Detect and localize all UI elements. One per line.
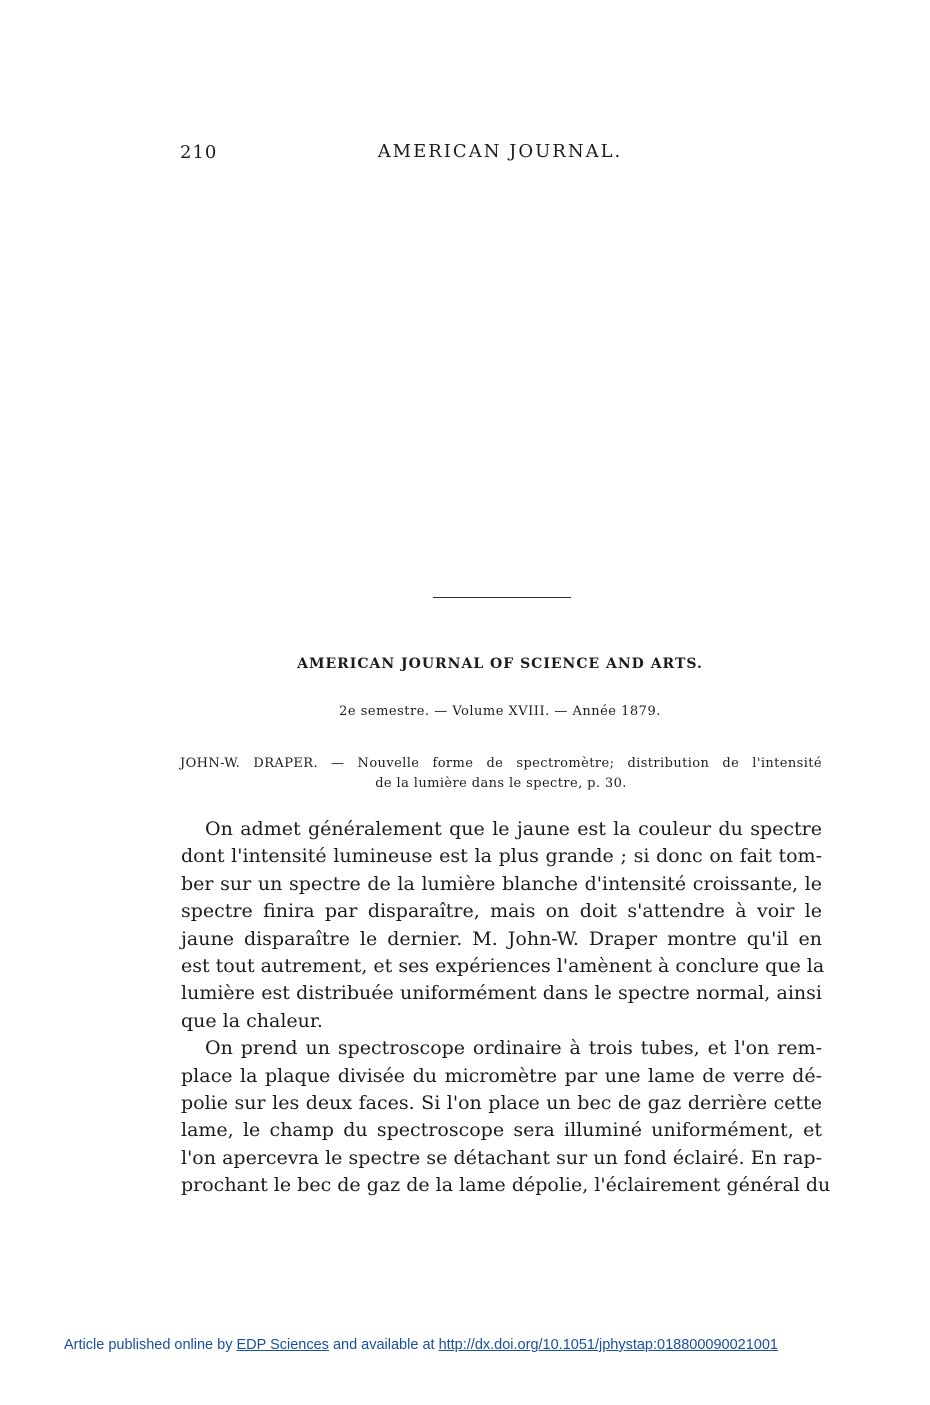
text-line: lumière est distribuée uniformément dans le spectre normal, ainsi — [181, 982, 822, 1005]
footer-prefix: Article published online by — [64, 1337, 233, 1353]
issue-line: 2e semestre. — Volume XVIII. — Année 1879. — [339, 704, 661, 719]
text-line: spectre finira par disparaître, mais on doit s'attendre à voir le — [181, 900, 822, 923]
text-line: On prend un spectroscope ordinaire à trois tubes, et l'on rem- — [205, 1037, 822, 1060]
article-citation — [180, 754, 822, 794]
text-line: ber sur un spectre de la lumière blanche d'intensité croissante, le — [181, 872, 822, 895]
body-text — [181, 816, 831, 1200]
text-line: dont l'intensité lumineuse est la plus grande ; si donc on fait tom- — [181, 845, 822, 868]
citation-line: JOHN-W. DRAPER. — Nouvelle forme de spectromètre; distribution de l'intensité — [180, 756, 822, 771]
text-line: l'on apercevra le spectre se détachant sur un fond éclairé. En rap- — [181, 1146, 822, 1169]
text-line: que la chaleur. — [181, 1009, 323, 1032]
doi-link[interactable]: http://dx.doi.org/10.1051/jphystap:018800090021001 — [438, 1337, 778, 1353]
publisher-link[interactable]: EDP Sciences — [236, 1337, 329, 1353]
running-head: AMERICAN JOURNAL. — [377, 141, 623, 162]
citation-line: de la lumière dans le spectre, p. 30. — [375, 776, 627, 791]
text-line: polie sur les deux faces. Si l'on place un bec de gaz derrière cette — [181, 1092, 822, 1115]
text-line: est tout autrement, et ses expériences l'amènent à conclure que la — [181, 955, 825, 978]
text-line: lame, le champ du spectroscope sera illuminé uniformément, et — [181, 1119, 822, 1142]
footer-middle: and available at — [332, 1337, 435, 1353]
publication-footer — [64, 1337, 778, 1353]
text-line: place la plaque divisée du micromètre par une lame de verre dé- — [181, 1064, 822, 1087]
text-line: jaune disparaître le dernier. M. John-W. Draper montre qu'il en — [181, 927, 822, 950]
text-line: On admet généralement que le jaune est la couleur du spectre — [205, 818, 822, 840]
page-number: 210 — [180, 142, 218, 163]
text-line: prochant le bec de gaz de la lame dépolie, l'éclairement général du — [181, 1174, 831, 1197]
journal-title: AMERICAN JOURNAL OF SCIENCE AND ARTS. — [297, 656, 703, 672]
section-divider — [433, 597, 571, 598]
